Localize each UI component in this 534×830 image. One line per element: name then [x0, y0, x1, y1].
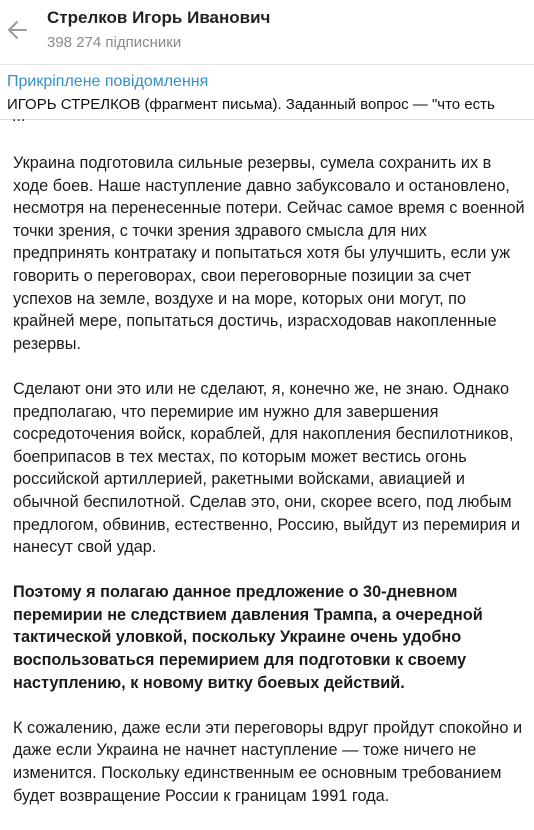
paragraph-3-bold: Поэтому я полагаю данное предложение о 30-дневном перемирии не следствием давления Трампа, а очередной тактической уловкой, поскольку Украине очень удобно воспользоваться перемирием для подготовки к своему наступлению, к новому витку боевых действий.: [13, 583, 483, 692]
message-body: [0, 108, 534, 805]
pinned-message-preview: ИГОРЬ СТРЕЛКОВ (фрагмент письма). Заданный вопрос — "что есть: [7, 96, 495, 113]
channel-header: [0, 0, 534, 64]
channel-name[interactable]: Стрелков Игорь Иванович: [47, 8, 271, 27]
cut-off-text-line: ...: [12, 108, 26, 125]
paragraph-1: Украина подготовила сильные резервы, сумела сохранить их в ходе боев. Наше наступление давно забуксовало и остановлено, несмотря на перенесенные потери. Сейчас самое время с военной точки зрения, с точки зрения здравого смысла для них предпринять контратаку и попытаться хотя бы улучшить, если уж говорить о переговорах, свои переговорные позиции за счет успехов на земле, воздухе и на море, которых они могут, по крайней мере, попытаться достичь, израсходовав накопленные резервы.: [13, 154, 525, 353]
subscriber-count: 398 274 підписники: [47, 34, 182, 51]
pinned-message-title: Прикріплене повідомлення: [7, 73, 209, 90]
message-text: [13, 152, 525, 830]
paragraph-4: К сожалению, даже если эти переговоры вдруг пройдут спокойно и даже если Украина не начнет наступление — тоже ничего не изменится. Поскольку единственным ее основным требованием будет возвращение России к границам 1991 года.: [13, 718, 523, 805]
paragraph-2: Сделают они это или не сделают, я, конечно же, не знаю. Однако предполагаю, что перемирие им нужно для завершения сосредоточения войск, кораблей, для накопления беспилотников, боеприпасов в тех местах, по которым может вестись огонь российской артиллерией, ракетными войсками, авиацией и обычной беспилотной. Сделав это, они, скорее всего, под любым предлогом, обвинив, естественно, Россию, выйдут из перемирия и нанесут свой удар.: [13, 379, 521, 557]
back-arrow-icon[interactable]: [6, 18, 28, 42]
